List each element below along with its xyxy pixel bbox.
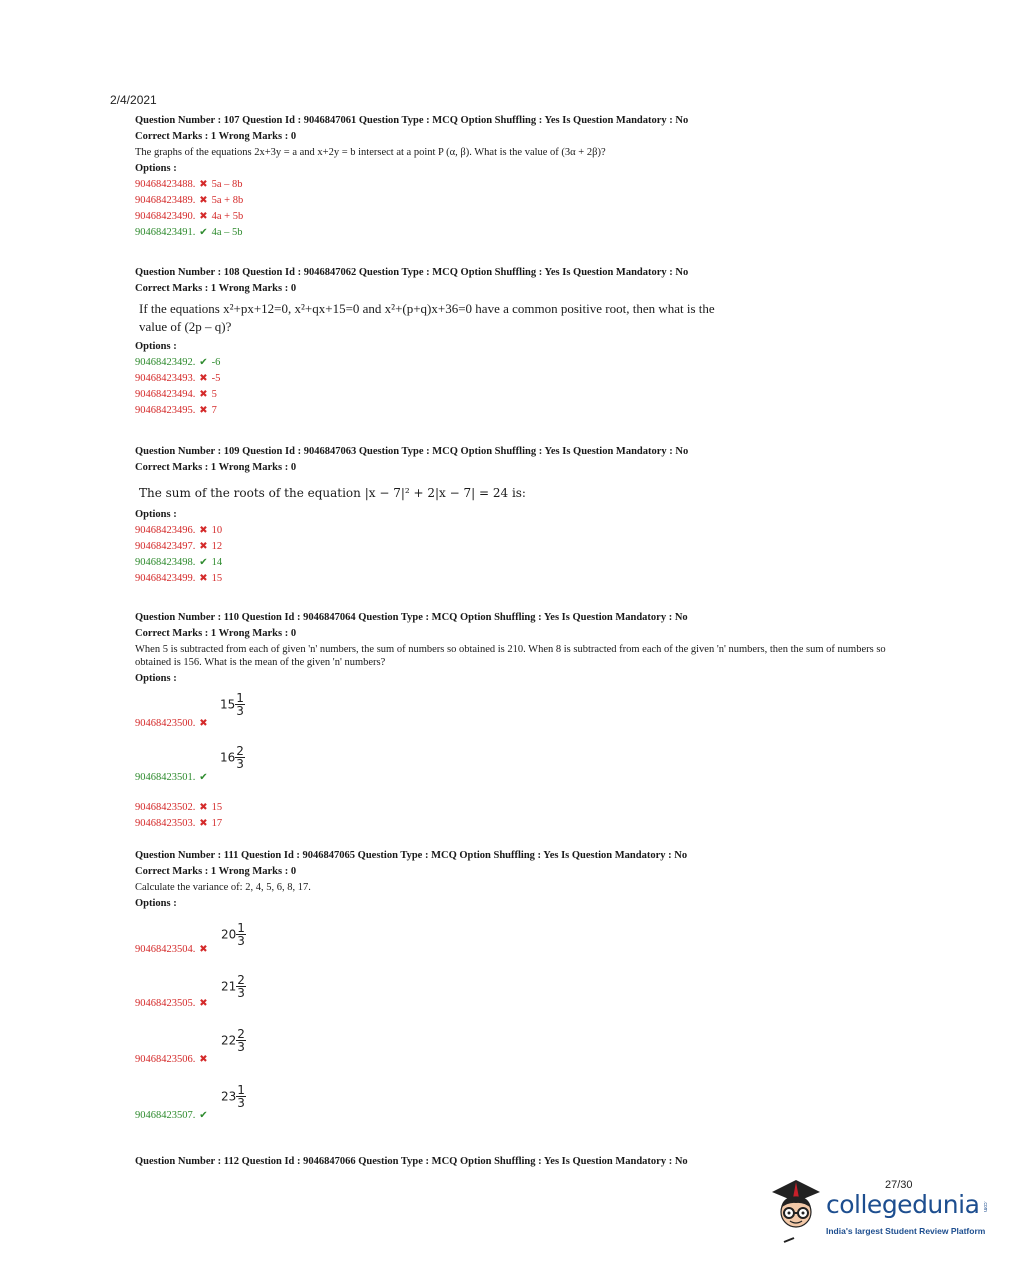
option-id: 90468423498. [135, 557, 196, 568]
option-row [135, 523, 905, 539]
options-label: Options : [135, 898, 177, 909]
option-id: 90468423488. [135, 179, 196, 190]
question-stem: When 5 is subtracted from each of given 'n' numbers, the sum of numbers so obtained is 210. When 8 is subtracted from each of the given 'n' numbers, then the sum of numbers so obtained is 156. What is the mean of the given 'n' numbers? [135, 644, 886, 668]
option-text: 5a – 8b [211, 179, 243, 190]
mascot-icon [768, 1178, 826, 1248]
option-text: 4a – 5b [211, 227, 243, 238]
fraction: 23 $\frac{1}{3}$ [221, 1083, 245, 1110]
option-row [135, 687, 905, 732]
wrong-icon: ✖ [199, 718, 208, 729]
question-header: Question Number : 108 Question Id : 9046847062 Question Type : MCQ Option Shuffling : Yes Is Question Mandatory : No [135, 267, 689, 278]
option-row [135, 355, 905, 371]
option-text: 15 [211, 573, 223, 584]
options-label: Options : [135, 341, 177, 352]
question-header: Question Number : 110 Question Id : 9046847064 Question Type : MCQ Option Shuffling : Yes Is Question Mandatory : No [135, 612, 688, 623]
option-row [135, 732, 905, 786]
option-label [135, 1108, 209, 1124]
wrong-icon: ✖ [199, 998, 208, 1009]
option-row [135, 539, 905, 555]
option-text: 4a + 5b [211, 211, 244, 222]
option-id: 90468423490. [135, 211, 196, 222]
question-111 [135, 848, 905, 1124]
check-icon: ✔ [199, 227, 208, 238]
option-text: 5 [211, 389, 217, 400]
option-id: 90468423501. [135, 772, 196, 783]
question-stem: The graphs of the equations 2x+3y = a and x+2y = b intersect at a point P (α, β). What is the value of (3α + 2β)? [135, 147, 606, 158]
option-row [135, 209, 905, 225]
option-label [135, 1052, 209, 1068]
option-row [135, 555, 905, 571]
question-stem: If the equations x²+px+12=0, x²+qx+15=0 and x²+(p+q)x+36=0 have a common positive root, then what is the value of (2p – q)? [139, 301, 715, 334]
option-label [135, 996, 209, 1012]
print-date: 2/4/2021 [110, 93, 157, 107]
option-row [135, 912, 905, 958]
question-header: Question Number : 109 Question Id : 9046847063 Question Type : MCQ Option Shuffling : Yes Is Question Mandatory : No [135, 446, 689, 457]
logo-tagline: India's largest Student Review Platform [826, 1226, 986, 1236]
option-id: 90468423500. [135, 718, 196, 729]
option-id: 90468423499. [135, 573, 196, 584]
option-id: 90468423489. [135, 195, 196, 206]
option-id: 90468423503. [135, 818, 196, 829]
option-text: 10 [211, 525, 223, 536]
wrong-icon: ✖ [199, 573, 208, 584]
wrong-icon: ✖ [199, 211, 208, 222]
logo-wordmark: collegedunia [826, 1190, 980, 1219]
wrong-icon: ✖ [199, 389, 208, 400]
option-row [135, 403, 905, 419]
wrong-icon: ✖ [199, 802, 208, 813]
options-label: Options : [135, 509, 177, 520]
wrong-icon: ✖ [199, 195, 208, 206]
option-label [135, 770, 209, 786]
question-stem: Calculate the variance of: 2, 4, 5, 6, 8, 17. [135, 882, 311, 893]
option-id: 90468423502. [135, 802, 196, 813]
option-text: -6 [211, 357, 221, 368]
check-icon: ✔ [199, 357, 208, 368]
fraction: 21 $\frac{2}{3}$ [221, 973, 245, 1000]
question-109 [135, 444, 905, 587]
question-107 [135, 113, 905, 241]
wrong-icon: ✖ [199, 818, 208, 829]
question-header: Question Number : 112 Question Id : 9046847066 Question Type : MCQ Option Shuffling : Yes Is Question Mandatory : No [135, 1156, 688, 1167]
wrong-icon: ✖ [199, 1054, 208, 1065]
wrong-icon: ✖ [199, 944, 208, 955]
option-id: 90468423493. [135, 373, 196, 384]
option-row [135, 177, 905, 193]
option-id: 90468423496. [135, 525, 196, 536]
option-id: 90468423494. [135, 389, 196, 400]
option-text: 15 [211, 802, 223, 813]
check-icon: ✔ [199, 772, 208, 783]
wrong-icon: ✖ [199, 179, 208, 190]
question-marks: Correct Marks : 1 Wrong Marks : 0 [135, 131, 297, 142]
wrong-icon: ✖ [199, 405, 208, 416]
option-row [135, 387, 905, 403]
question-marks: Correct Marks : 1 Wrong Marks : 0 [135, 866, 297, 877]
option-row [135, 958, 905, 1012]
collegedunia-logo [768, 1178, 998, 1248]
option-text: 17 [211, 818, 223, 829]
wrong-icon: ✖ [199, 525, 208, 536]
question-110 [135, 610, 905, 832]
option-text: -5 [211, 373, 221, 384]
option-row [135, 193, 905, 209]
option-id: 90468423495. [135, 405, 196, 416]
option-row [135, 800, 905, 816]
option-id: 90468423491. [135, 227, 196, 238]
wrong-icon: ✖ [199, 541, 208, 552]
fraction: 22 $\frac{2}{3}$ [221, 1027, 245, 1054]
option-label [135, 942, 209, 958]
option-text: 12 [211, 541, 223, 552]
check-icon: ✔ [199, 1110, 208, 1121]
option-id: 90468423505. [135, 998, 196, 1009]
option-row [135, 571, 905, 587]
option-row [135, 225, 905, 241]
fraction: 16 $\frac{2}{3}$ [220, 744, 244, 771]
options-label: Options : [135, 673, 177, 684]
question-header: Question Number : 107 Question Id : 9046847061 Question Type : MCQ Option Shuffling : Yes Is Question Mandatory : No [135, 115, 689, 126]
option-id: 90468423497. [135, 541, 196, 552]
wrong-icon: ✖ [199, 373, 208, 384]
option-id: 90468423504. [135, 944, 196, 955]
option-id: 90468423492. [135, 357, 196, 368]
question-marks: Correct Marks : 1 Wrong Marks : 0 [135, 283, 297, 294]
option-id: 90468423507. [135, 1110, 196, 1121]
logo-suffix: .com [982, 1201, 988, 1212]
option-row [135, 816, 905, 832]
options-label: Options : [135, 163, 177, 174]
question-header: Question Number : 111 Question Id : 9046847065 Question Type : MCQ Option Shuffling : Yes Is Question Mandatory : No [135, 850, 688, 861]
option-text: 5a + 8b [211, 195, 244, 206]
option-id: 90468423506. [135, 1054, 196, 1065]
option-row [135, 1012, 905, 1068]
fraction: 20 $\frac{1}{3}$ [221, 921, 245, 948]
option-text: 7 [211, 405, 217, 416]
question-108 [135, 265, 905, 419]
page-number: 27/30 [885, 1179, 913, 1191]
question-112 [135, 1154, 905, 1170]
question-marks: Correct Marks : 1 Wrong Marks : 0 [135, 462, 297, 473]
option-text: 14 [211, 557, 223, 568]
question-stem: The sum of the roots of the equation |x − 7|² + 2|x − 7| = 24 is: [139, 486, 526, 500]
check-icon: ✔ [199, 557, 208, 568]
fraction: 15 $\frac{1}{3}$ [220, 691, 244, 718]
option-label [135, 716, 209, 732]
option-row [135, 371, 905, 387]
option-row [135, 1068, 905, 1124]
question-marks: Correct Marks : 1 Wrong Marks : 0 [135, 628, 297, 639]
